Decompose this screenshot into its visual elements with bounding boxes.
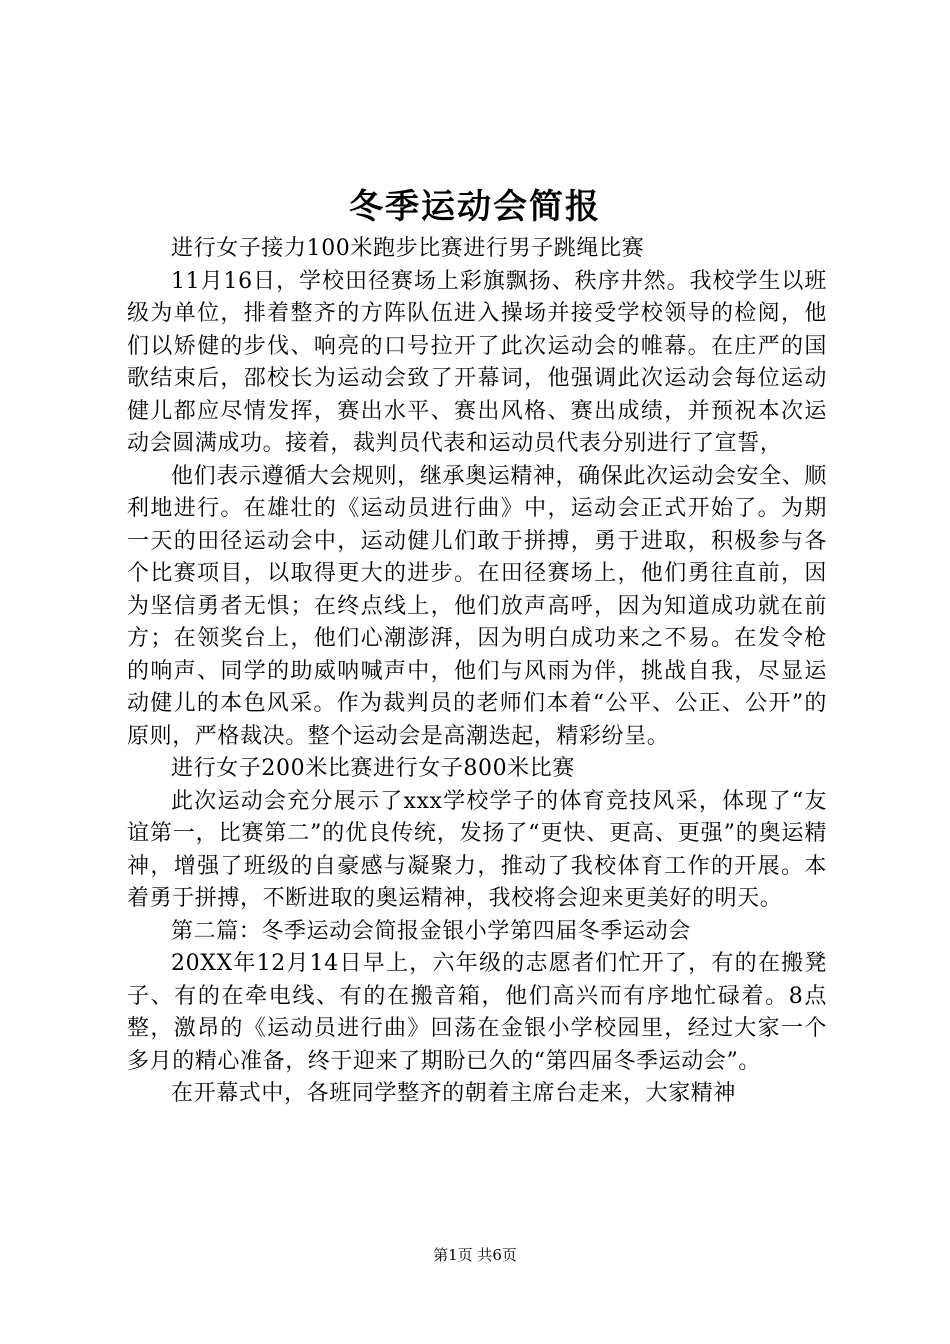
paragraph-3: 他们表示遵循大会规则，继承奥运精神，确保此次运动会安全、顺利地进行。在雄壮的《运动员进行曲》中，运动会正式开始了。为期一天的田径运动会中，运动健儿们敢于拼搏，勇于进取，积极参与各个比赛项目，以取得更大的进步。在田径赛场上，他们勇往直前，因为坚信勇者无惧；在终点线上，他们放声高呼，因为知道成功就在前方；在领奖台上，他们心潮澎湃，因为明白成功来之不易。在发令枪的响声、同学的助威呐喊声中，他们与风雨为伴，挑战自我，尽显运动健儿的本色风采。作为裁判员的老师们本着“公平、公正、公开”的原则，严格裁决。整个运动会是高潮迭起，精彩纷呈。: [127, 463, 827, 749]
paragraph-2: 11月16日，学校田径赛场上彩旗飘扬、秩序井然。我校学生以班级为单位，排着整齐的方阵队伍进入操场并接受学校领导的检阅，他们以矫健的步伐、响亮的口号拉开了此次运动会的帷幕。在庄严的国歌结束后，邵校长为运动会致了开幕词，他强调此次运动会每位运动健儿都应尽情发挥，赛出水平、赛出风格、赛出成绩，并预祝本次运动会圆满成功。接着，裁判员代表和运动员代表分别进行了宣誓，: [127, 268, 827, 456]
page-number-footer: 第1页 共6页: [433, 1246, 517, 1264]
paragraph-8: 在开幕式中，各班同学整齐的朝着主席台走来，大家精神: [171, 1081, 737, 1106]
paragraph-6: 第二篇：冬季运动会简报金银小学第四届冬季运动会: [171, 918, 691, 944]
document-body: [127, 233, 827, 1111]
paragraph-5: 此次运动会充分展示了xxx学校学子的体育竞技风采，体现了“友谊第一，比赛第二”的优良传统，发扬了“更快、更高、更强”的奥运精神，增强了班级的自豪感与凝聚力，推动了我校体育工作的开展。本着勇于拼搏，不断进取的奥运精神，我校将会迎来更美好的明天。: [127, 788, 827, 911]
document-title: 冬季运动会简报: [349, 187, 601, 227]
paragraph-1: 进行女子接力100米跑步比赛进行男子跳绳比赛: [171, 236, 645, 261]
paragraph-4: 进行女子200米比赛进行女子800米比赛: [171, 756, 575, 781]
paragraph-7: 20XX年12月14日早上，六年级的志愿者们忙开了，有的在搬凳子、有的在牵电线、有的在搬音箱，他们高兴而有序地忙碌着。8点整，激昂的《运动员进行曲》回荡在金银小学校园里，经过大家一个多月的精心准备，终于迎来了期盼已久的“第四届冬季运动会”。: [127, 951, 827, 1074]
